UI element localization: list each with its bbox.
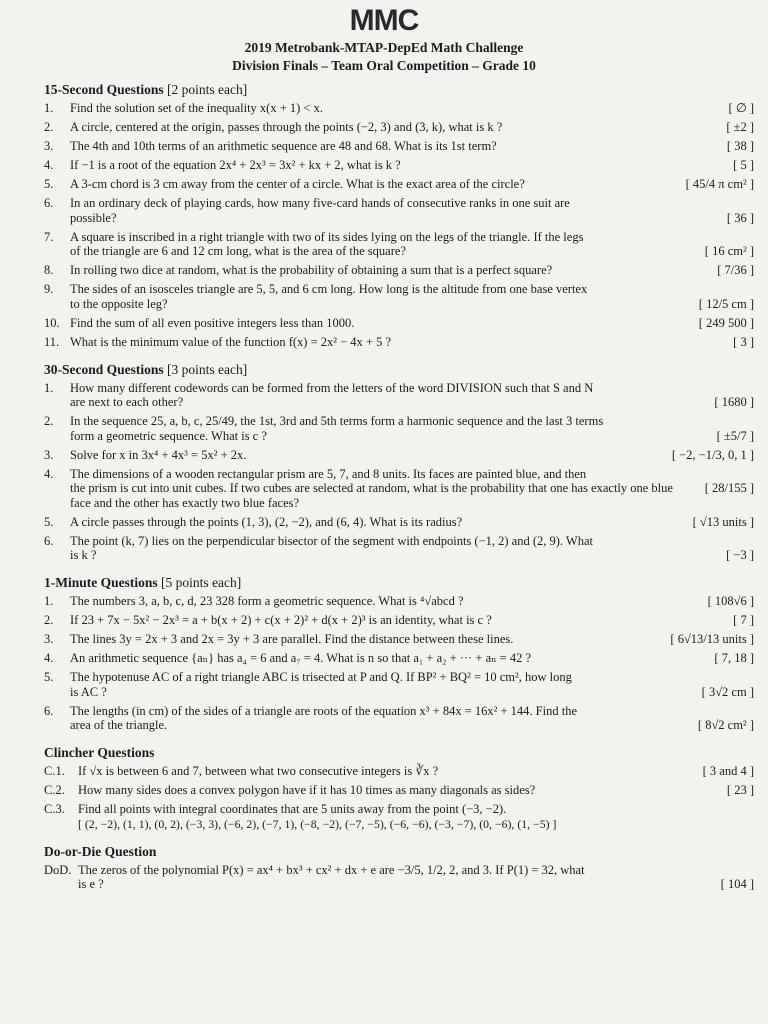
answer-key: [ 1680 ] [714,395,754,409]
question-item [44,414,754,443]
question-number: 3. [44,447,54,462]
question-number: 4. [44,466,54,481]
question-item [44,802,754,831]
answer-key: [ ∅ ] [728,101,754,115]
section-title: 15-Second Questions [44,82,164,97]
question-item [44,467,754,511]
section-title: 1-Minute Questions [44,575,158,590]
section-heading [44,82,754,98]
section-heading [44,575,754,591]
question-text: The numbers 3, a, b, c, d, 23 328 form a geometric sequence. What is ⁴√abcd ? [70,594,464,608]
question-number: 5. [44,514,54,529]
question-number: 7. [44,229,54,244]
question-continuation: is AC ? [70,684,107,699]
question-item [44,316,754,331]
question-number: C.2. [44,783,65,797]
question-item [44,783,754,798]
answer-key: [ √13 units ] [692,514,754,529]
question-number: 1. [44,101,54,115]
question-text: A square is inscribed in a right triangle with two of its sides lying on the legs of the triangle. If the legs [70,229,584,244]
section-title: 30-Second Questions [44,361,164,377]
question-text-continued [44,481,754,510]
question-number: 6. [44,196,54,210]
answer-key: [ 36 ] [726,210,754,225]
answer-key: [ ±5/7 ] [716,428,754,443]
document-title: 2019 Metrobank-MTAP-DepEd Math Challenge [244,40,524,55]
question-continuation: of the triangle are 6 and 12 cm long, what is the area of the square? [70,244,406,258]
answer-key: [ 3 and 4 ] [702,764,754,778]
question-item [44,381,754,410]
question-text: A circle, centered at the origin, passes through the points (−2, 3) and (3, k), what is k ? [70,120,503,134]
question-continuation: is e ? [78,877,104,891]
answer-key: [ 3√2 cm ] [701,684,754,699]
question-text: What is the minimum value of the function f(x) = 2x² − 4x + 5 ? [70,334,392,349]
section-spacer [44,836,754,842]
question-text-continued [44,718,754,733]
answer-key: [ 3 ] [733,334,754,349]
question-text-continued [44,877,754,892]
question-number: 3. [44,139,54,153]
question-number: DoD. [44,862,72,877]
document-subtitle: Division Finals – Team Oral Competition – Grade 10 [232,58,536,73]
section-title: Do-or-Die Question [44,843,157,859]
question-text: How many different codewords can be formed from the letters of the word DIVISION such that S and N [70,380,594,395]
answer-key: [ 12/5 cm ] [698,296,754,311]
question-number: 6. [44,703,54,718]
question-continuation: form a geometric sequence. What is c ? [70,428,267,443]
question-text-continued [44,244,754,259]
question-text: In the sequence 25, a, b, c, 25/49, the 1st, 3rd and 5th terms form a harmonic sequence and the last 3 terms [70,414,604,428]
answer-key: [ 6√13/13 units ] [670,632,754,646]
question-text: The 4th and 10th terms of an arithmetic sequence are 48 and 68. What is its 1st term? [70,139,497,153]
answer-key: [ 45/4 π cm² ] [685,177,754,191]
answer-key: [ 28/155 ] [704,481,754,495]
question-item [44,177,754,192]
question-text: A circle passes through the points (1, 3), (2, −2), and (6, 4). What is its radius? [70,514,463,529]
question-continuation: to the opposite leg? [70,296,168,311]
section-points: [3 points each] [163,361,248,377]
question-item [44,335,754,350]
question-item [44,534,754,563]
question-number: C.1. [44,764,65,778]
question-number: 8. [44,263,54,277]
question-text: The sides of an isosceles triangle are 5, 5, and 6 cm long. How long is the altitude from one base vertex [70,282,588,296]
section-points: [2 points each] [163,82,248,97]
question-text: In an ordinary deck of playing cards, how many five-card hands of consecutive ranks in one suit are [70,196,570,210]
question-item [44,863,754,892]
section-title: Clincher Questions [44,745,155,760]
question-item [44,670,754,699]
question-list [44,80,754,902]
question-item [44,120,754,135]
question-text: If √x is between 6 and 7, between what two consecutive integers is ∛x ? [78,764,439,778]
answer-key: [ ±2 ] [726,120,754,134]
question-text: If −1 is a root of the equation 2x⁴ + 2x³ = 3x² + kx + 2, what is k ? [70,158,401,172]
answer-key: [ 8√2 cm² ] [697,718,754,732]
question-number: 4. [44,651,54,665]
answer-key: [ 104 ] [720,877,754,891]
question-text: If 23 + 7x − 5x² − 2x³ = a + b(x + 2) + c(x + 2)² + d(x + 2)³ is an identity, what is c ? [70,613,492,627]
question-item [44,594,754,609]
section-heading [44,745,754,761]
question-number: 5. [44,177,54,191]
question-text-continued [44,685,754,700]
question-item [44,764,754,779]
answer-key: [ 38 ] [726,139,754,153]
section-spacer [44,737,754,743]
question-text: Find the solution set of the inequality x(x + 1) < x. [70,101,323,115]
section-points: [5 points each] [157,575,242,590]
question-text: The lines 3y = 2x + 3 and 2x = 3y + 3 are parallel. Find the distance between these lines. [70,632,514,646]
question-number: 3. [44,632,54,646]
question-item [44,158,754,173]
question-continuation: area of the triangle. [70,718,168,732]
question-item [44,632,754,647]
question-item [44,704,754,733]
question-number: 1. [44,380,54,395]
answer-key: [ 7 ] [733,613,754,627]
section-spacer [44,354,754,360]
answer-key: [ 7/36 ] [717,263,754,277]
answer-key: [ −3 ] [726,548,754,562]
question-number: 4. [44,158,54,172]
question-number: 9. [44,282,54,296]
question-continuation: possible? [70,210,117,225]
question-text: Solve for x in 3x⁴ + 4x³ = 5x² + 2x. [70,447,247,462]
question-number: 6. [44,533,54,548]
question-item [44,448,754,463]
answer-key: [ −2, −1/3, 0, 1 ] [671,447,754,462]
question-text: The lengths (in cm) of the sides of a triangle are roots of the equation x³ + 84x = 16x² + 144. Find the [70,703,578,718]
question-number: 11. [44,334,60,349]
question-item [44,515,754,530]
question-text: The dimensions of a wooden rectangular prism are 5, 7, and 8 units. Its faces are painted blue, and then [70,466,587,481]
question-text-continued [44,548,754,563]
section-heading [44,844,754,860]
question-text: The point (k, 7) lies on the perpendicular bisector of the segment with endpoints (−1, 2) and (2, 9). What [70,533,594,548]
answer-key: [ (2, −2), (1, 1), (0, 2), (−3, 3), (−6, 2), (−7, 1), (−8, −2), (−7, −5), (−6, −6), (−3, −7), (0, −6), (1, −5) ] [78,816,557,831]
answer-key: [ 23 ] [726,783,754,797]
question-item [44,651,754,666]
question-text-continued [44,395,754,410]
answer-key: [ 7, 18 ] [714,651,754,665]
question-item [44,282,754,311]
section-spacer [44,567,754,573]
question-text-continued [44,429,754,444]
answer-key: [ 16 cm² ] [704,244,754,258]
question-number: 1. [44,594,54,608]
answer-key: [ 5 ] [733,158,754,172]
question-item [44,196,754,225]
answer-key: [ 108√6 ] [707,594,754,608]
question-item [44,613,754,628]
question-number: 5. [44,670,54,684]
question-number: 10. [44,315,60,330]
question-item [44,263,754,278]
question-number: 2. [44,414,54,428]
question-number: 2. [44,120,54,134]
question-number: 2. [44,613,54,627]
question-item [44,230,754,259]
question-continuation: is k ? [70,548,97,562]
question-item [44,139,754,154]
question-text: A 3-cm chord is 3 cm away from the center of a circle. What is the exact area of the circle? [70,177,525,191]
answer-line [44,817,754,832]
question-text-continued [44,297,754,312]
answer-key: [ 249 500 ] [698,315,754,330]
question-text: In rolling two dice at random, what is the probability of obtaining a sum that is a perfect square? [70,263,553,277]
question-text: An arithmetic sequence {aₙ} has a₄ = 6 and a₇ = 4. What is n so that a₁ + a₂ + ··· + aₙ = 42 ? [70,651,531,665]
question-text: How many sides does a convex polygon have if it has 10 times as many diagonals as sides? [78,783,536,797]
section-spacer [44,896,754,902]
question-number: C.3. [44,802,65,816]
question-text-continued [44,211,754,226]
mmc-logo: MMC [349,4,419,37]
question-text: The hypotenuse AC of a right triangle ABC is trisected at P and Q. If BP² + BQ² = 10 cm², how long [70,670,572,684]
question-text: Find the sum of all even positive integers less than 1000. [70,315,355,330]
question-continuation: are next to each other? [70,395,184,409]
question-item [44,101,754,116]
section-heading [44,362,754,378]
question-text: The zeros of the polynomial P(x) = ax⁴ + bx³ + cx² + dx + e are −3/5, 1/2, 2, and 3. If P(1) = 32, what [78,862,585,877]
question-continuation: the prism is cut into unit cubes. If two cubes are selected at random, what is the probability that one has exactly one blue face and the other has exactly two blue faces? [70,481,673,510]
question-text: Find all points with integral coordinates that are 5 units away from the point (−3, −2). [78,802,507,816]
